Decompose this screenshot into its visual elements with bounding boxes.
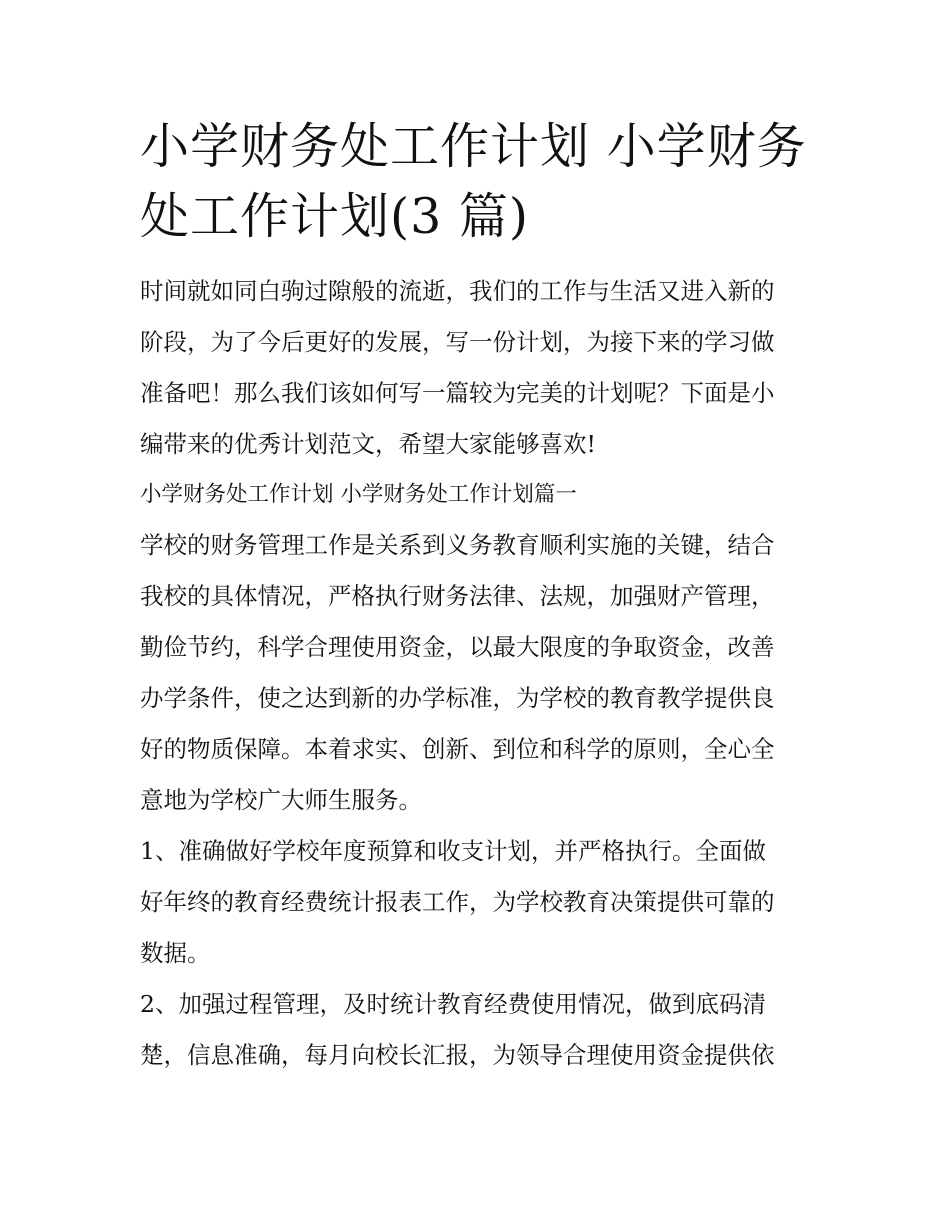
- item-line: 1、准确做好学校年度预算和收支计划，并严格执行。全面做: [140, 837, 766, 865]
- item-line: 数据。: [140, 939, 211, 967]
- item-line: 楚，信息准确，每月向校长汇报，为领导合理使用资金提供依: [140, 1041, 775, 1069]
- paragraph-line: 意地为学校广大师生服务。: [140, 786, 422, 814]
- paragraph-line: 好的物质保障。本着求实、创新、到位和科学的原则，全心全: [140, 735, 775, 763]
- section-heading: 小学财务处工作计划 小学财务处工作计划篇一: [140, 482, 577, 507]
- paragraph-line: 学校的财务管理工作是关系到义务教育顺利实施的关键，结合: [140, 531, 775, 559]
- list-item-2: [140, 979, 812, 1081]
- item-line: 2、加强过程管理，及时统计教育经费使用情况，做到底码清: [140, 990, 766, 1018]
- document-page: [140, 112, 812, 1081]
- paragraph-line: 勤俭节约，科学合理使用资金，以最大限度的争取资金，改善: [140, 633, 775, 661]
- intro-paragraph: [140, 266, 812, 470]
- item-line: 好年终的教育经费统计报表工作，为学校教育决策提供可靠的: [140, 888, 775, 916]
- title-line-2: 处工作计划(3 篇): [140, 188, 529, 245]
- section-paragraph: [140, 520, 812, 826]
- document-title: [140, 112, 812, 252]
- intro-line: 时间就如同白驹过隙般的流逝，我们的工作与生活又进入新的: [140, 277, 775, 305]
- list-item-1: [140, 826, 812, 979]
- paragraph-line: 我校的具体情况，严格执行财务法律、法规，加强财产管理，: [140, 582, 775, 610]
- title-line-1: 小学财务处工作计划 小学财务: [140, 118, 807, 175]
- intro-line: 准备吧！那么我们该如何写一篇较为完美的计划呢？下面是小: [140, 379, 775, 407]
- intro-line: 阶段，为了今后更好的发展，写一份计划，为接下来的学习做: [140, 328, 775, 356]
- paragraph-line: 办学条件，使之达到新的办学标准，为学校的教育教学提供良: [140, 684, 775, 712]
- intro-line: 编带来的优秀计划范文，希望大家能够喜欢!: [140, 430, 596, 458]
